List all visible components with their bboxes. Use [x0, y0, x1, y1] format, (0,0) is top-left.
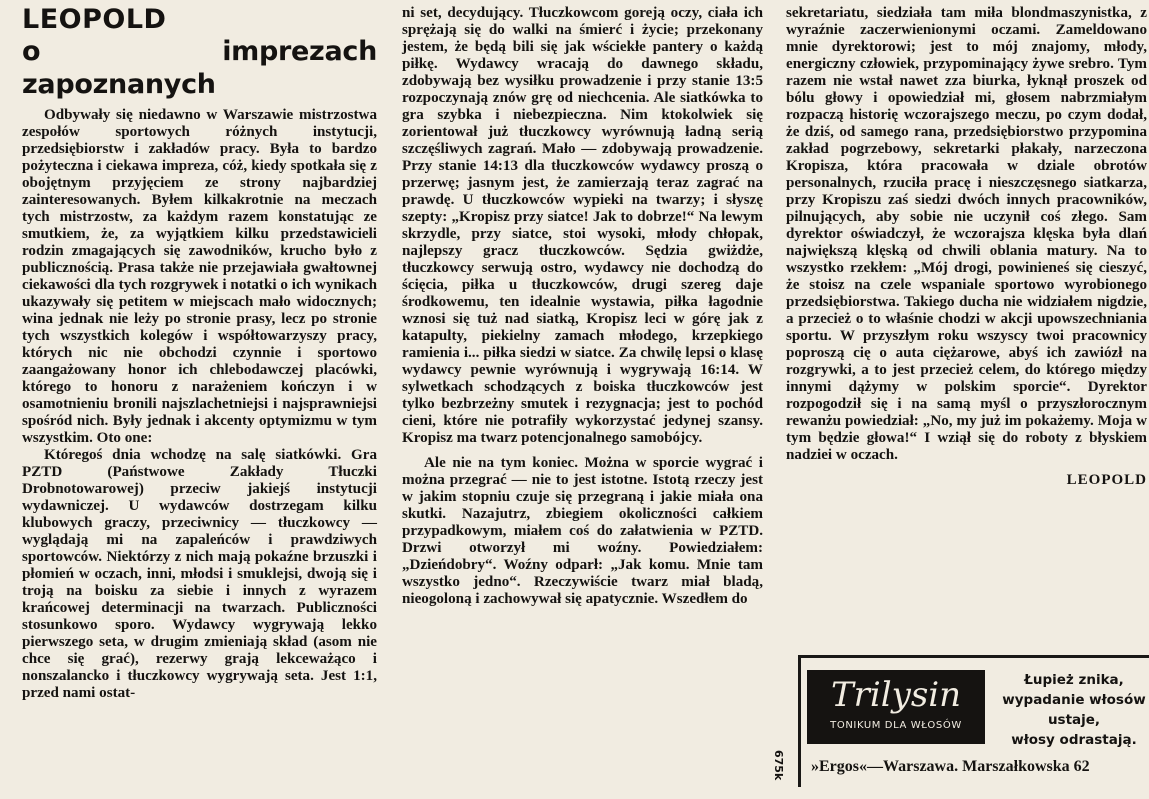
article-subtitle: o imprezach zapoznanych: [22, 36, 377, 100]
ad-address: »Ergos«—Warszawa. Marszałkowska 62: [811, 758, 1090, 775]
article-column-1: [22, 4, 377, 702]
ad-content: [807, 670, 1149, 746]
ad-brand-logo: Trilysin: [830, 675, 962, 715]
trilysin-advertisement: [772, 655, 1149, 787]
article-column-2: [402, 5, 763, 608]
article-title: LEOPOLD: [22, 4, 167, 35]
paragraph: ni set, decydujący. Tłuczkowcom goreją oczy, ciała ich sprężają się do walki na śmierć i życie; przekonany jestem, że będą bili się jak wściekłe pantery o każdą piłkę. Wydawcy wracają do dawnego składu, zdobywają bez wysiłku prowadzenie i przy stanie 13:5 rozpoczynają znów grę od niechcenia. Ale siatkówka to gra szybka i niebezpieczna. Nim ktokolwiek się zorientował już tłuczkowcy wyrównują ładną serią szczęśliwych zagrań. Mało — zdobywają prowadzenie. Przy stanie 14:13 dla tłuczkowców wydawcy proszą o przerwę; jasnym jest, że zamierzają teraz zagrać na prawdę. U tłuczkowców wypieki na twarzy; i słyszę szepty: „Kropisz przy siatce! Jak to dobrze!“ Na lewym skrzydle, przy siatce, stoi wysoki, młody chłopak, najlepszy gracz tłuczkowców. Sędzia gwiżdże, tłuczkowcy serwują ostro, wydawcy nie dochodzą do ścięcia, piłka u tłuczkowców, drugi szereg daje środkowemu, ten idealnie wystawia, piłka łagodnie wznosi się tuż nad siatką, Kropisz leci w górę jak z katapulty, piekielny zamach młodego, krzepkiego ramienia i... piłka siedzi w siatce. Za chwilę lepsi o klasę wydawcy pewnie wyrównują i wygrywają 16:14. W sylwetkach schodzących z boiska tłuczkowców jest tylko bezbrzeżny smutek i rezygnacja; jest to pochód cieni, które nie potrafiły wykorzystać jedynej szansy. Kropisz ma twarz potencjonalnego samobójcy.: [402, 5, 763, 446]
ad-slogan-line: ustaje,: [1047, 712, 1101, 728]
ad-brand-subtitle: TONIKUM DLA WŁOSÓW: [830, 720, 962, 731]
paragraph: Odbywały się niedawno w Warszawie mistrzostwa zespołów sportowych różnych instytucji, przedsiębiorstw i zakładów pracy. Była to bardzo pożyteczna i ciekawa impreza, cóż, kiedy spotkała się z obojętnym przyjęciem ze strony najbardziej zainteresowanych. Byłem kilkakrotnie na meczach tych mistrzostw, za każdym razem konstatując ze smutkiem, że, za wyjątkiem kilku przedstawicieli rodzin zmagających się zawodników, krucho było z publicznością. Prasa także nie przejawiała gwałtownej ciekawości dla tych rozgrywek i notatki o ich wynikach ukazywały się petitem w miejscach mało widocznych; wina jednak nie leży po stronie prasy, lecz po stronie tych wszystkich kolegów i współtowarzyszy pracy, których nic nie obchodzi czynnie i sportowo zaangażowany honor ich chlebodawczej placówki, którego to honoru z narażeniem kończyn i w osamotnieniu bronili najszlachetniejsi i najsprawniejsi spośród nich. Były jednak i akcenty optymizmu w tym wszystkim. Oto one:: [22, 107, 377, 446]
ad-slogan-line: Łupież znika,: [1024, 672, 1124, 688]
ad-slogan-line: wypadanie włosów: [1002, 692, 1146, 708]
article-column-3: [786, 5, 1147, 489]
paragraph: Ale nie na tym koniec. Można w sporcie wygrać i można przegrać — nie to jest istotne. Istotą rzeczy jest w jakim stopniu czuje się przegraną i jakie miała ona skutki. Nazajutrz, zbiegiem okoliczności całkiem przypadkowym, miałem coś do załatwienia w PZTD. Drzwi otworzył mi woźny. Powiedziałem: „Dzieńdobry“. Woźny odparł: „Jak komu. Mnie tam wszystko jedno“. Rzeczywiście twarz miał bladą, nieogoloną i zachowywał się apatycznie. Wszedłem do: [402, 455, 763, 607]
ad-slogan-line: włosy odrastają.: [1011, 732, 1137, 748]
ad-logo-box: [807, 670, 985, 744]
author-signature: LEOPOLD: [1066, 472, 1147, 488]
ad-slogan: [993, 670, 1149, 750]
paragraph: sekretariatu, siedziała tam miła blondmaszynistka, z wyraźnie zaczerwienionymi oczami. Zameldowano mnie dyrektorowi; jest to mój znajomy, młody, energiczny człowiek, przypominający żywe srebro. Tym razem nie wstał nawet zza biurka, łyknął proszek od bólu głowy i opowiedział mi, głosem nabrzmiałym rozpaczą historię wczorajszego meczu, po czym dodał, że dziś, od samego rana, przedsiębiorstwo przypomina zakład pogrzebowy, sekretarki płakały, narzeczona Kropisza, która pracowała w dziale obrotów personalnych, rzuciła pracę i nieszczęsnego siatkarza, przy Kropiszu zaś siedzi dwóch innych pracowników, pilnujących, aby sobie nie uczynił coś złego. Sam dyrektor oświadczył, że wczorajsza klęska była dlań największą klęską od chwili oblania matury. Na to wszystko rzekłem: „Mój drogi, powinieneś się cieszyć, że stoisz na czele wspaniale sportowo wyrobionego przedsiębiorstwa. Takiego ducha nie widziałem nigdzie, a przecież o to właśnie chodzi w akcji upowszechniania sportu. W przyszłym roku wszyscy twoi pracownicy poproszą cię o auta ciężarowe, abyś ich zawiózł na rozgrywki, a to jest przecież celem, do którego między innymi dążymy w polskim sporcie“. Dyrektor rozpogodził się i na samą myśl o przyszłorocznym rewanżu powiedział: „No, my już im pokażemy. Moja w tym będzie głowa!“ I wziął się do roboty z błyskiem nadziei w oczach.: [786, 5, 1147, 463]
ad-code: 675k: [772, 750, 785, 781]
paragraph: Któregoś dnia wchodzę na salę siatkówki. Gra PZTD (Państwowe Zakłady Tłuczki Drobnotowarowej) przeciw jakiejś instytucji wydawniczej. U wydawców dostrzegam kilku klubowych graczy, przeciwnicy — tłuczkowcy — wyglądają mi na zapaleńców i prawdziwych sportowców. Niektórzy z nich mają pokaźne brzuszki i płomień w oczach, inni, młodsi i smuklejsi, dwoją się i troją na boisku za siebie i innych z wyrazem krańcowej determinacji na twarzach. Publiczności stosunkowo sporo. Wydawcy wygrywają lekko pierwszego seta, w drugim zmieniają skład (asom nie chce się grać), rezerwy grają lekceważąco i nonszalancko i tłuczkowcy wygrywają seta. Jest 1:1, przed nami ostat-: [22, 447, 377, 701]
